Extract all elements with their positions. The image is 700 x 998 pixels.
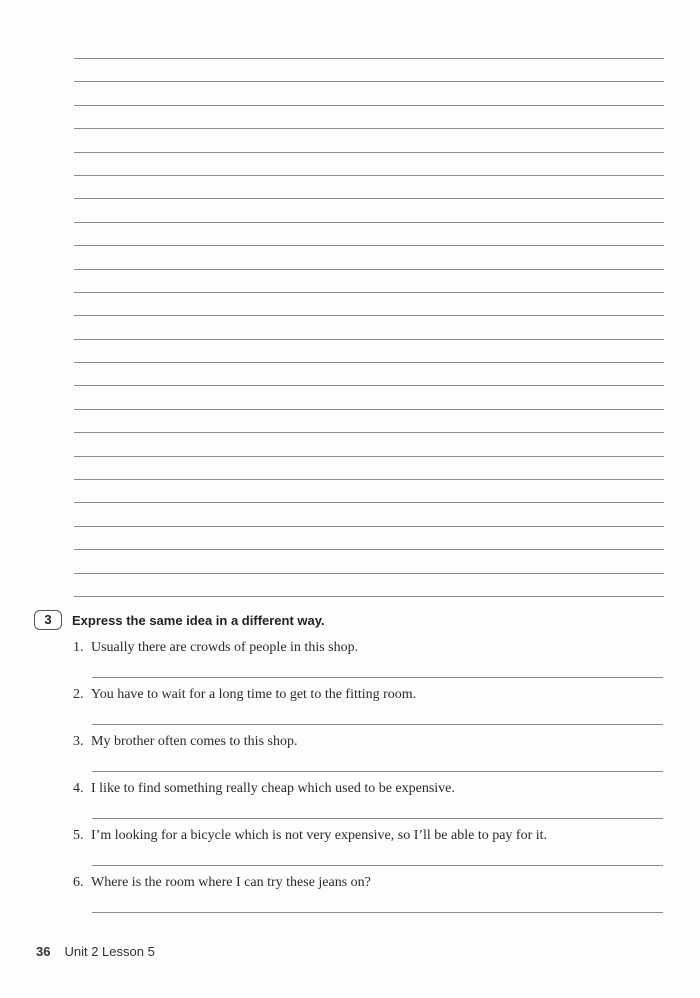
exercise-header	[34, 609, 674, 631]
writing-line	[74, 339, 664, 340]
writing-line	[74, 128, 664, 129]
writing-lines	[74, 58, 664, 619]
item-number: 1.	[73, 640, 84, 655]
exercise-items	[73, 639, 664, 921]
writing-line	[74, 292, 664, 293]
item-sentence: Where is the room where I can try these jeans on?	[91, 875, 371, 890]
writing-line	[74, 315, 664, 316]
answer-line[interactable]	[92, 724, 663, 725]
item-sentence: You have to wait for a long time to get to the fitting room.	[91, 687, 417, 702]
writing-line	[74, 245, 664, 246]
exercise-item-2	[73, 686, 664, 733]
item-number: 4.	[73, 781, 84, 796]
answer-line[interactable]	[92, 771, 663, 772]
exercise-number-badge: 3	[34, 610, 62, 630]
answer-line[interactable]	[92, 912, 663, 913]
writing-line	[74, 479, 664, 480]
writing-line	[74, 152, 664, 153]
exercise-item-4	[73, 780, 664, 827]
item-sentence: I like to find something really cheap which used to be expensive.	[91, 781, 455, 796]
exercise-instruction: Express the same idea in a different way.	[72, 612, 325, 628]
writing-line	[74, 549, 664, 550]
writing-line	[74, 573, 664, 574]
writing-line	[74, 432, 664, 433]
page-number: 36	[36, 944, 51, 959]
writing-line	[74, 409, 664, 410]
writing-line	[74, 596, 664, 597]
writing-line	[74, 198, 664, 199]
unit-lesson-label: Unit 2 Lesson 5	[64, 944, 155, 959]
exercise-item-5	[73, 827, 664, 874]
item-sentence: My brother often comes to this shop.	[91, 734, 298, 749]
item-number: 5.	[73, 828, 84, 843]
writing-line	[74, 526, 664, 527]
writing-line	[74, 105, 664, 106]
answer-line[interactable]	[92, 818, 663, 819]
exercise-item-6	[73, 874, 664, 921]
writing-line	[74, 456, 664, 457]
writing-line	[74, 175, 664, 176]
item-sentence: I’m looking for a bicycle which is not very expensive, so I’ll be able to pay for it.	[91, 828, 548, 843]
answer-line[interactable]	[92, 865, 663, 866]
exercise-3	[34, 609, 674, 890]
page-footer	[36, 944, 155, 959]
item-number: 6.	[73, 875, 84, 890]
item-number: 3.	[73, 734, 84, 749]
item-sentence: Usually there are crowds of people in this shop.	[91, 640, 359, 655]
answer-line[interactable]	[92, 677, 663, 678]
item-number: 2.	[73, 687, 84, 702]
writing-line	[74, 222, 664, 223]
writing-line	[74, 502, 664, 503]
writing-line	[74, 81, 664, 82]
exercise-item-3	[73, 733, 664, 780]
writing-line	[74, 362, 664, 363]
exercise-item-1	[73, 639, 664, 686]
writing-line	[74, 58, 664, 59]
writing-line	[74, 269, 664, 270]
writing-line	[74, 385, 664, 386]
